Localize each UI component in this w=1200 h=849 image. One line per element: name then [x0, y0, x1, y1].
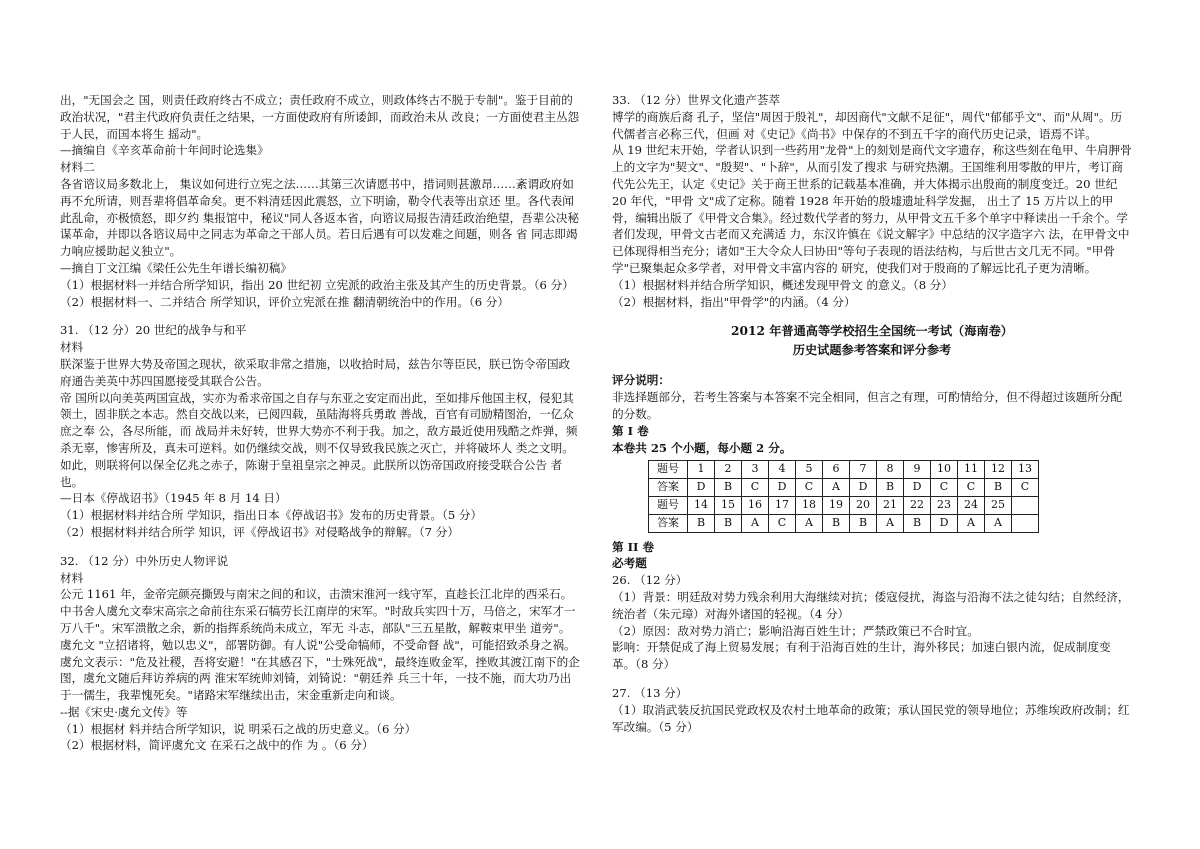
spacer [612, 673, 1132, 685]
paragraph: 从 19 世纪末开始，学者认识到一些药用"龙骨"上的刻划是商代文字遗存，称这些刻在龟甲、牛肩胛骨上的文字为"契文"、"殷契"、"卜辞"，从而引发了搜求 与研究热潮。王国维利用零散的甲片，考订商代先公先王，认定《史记》关于商王世系的记载基本准确，并大体揭示出殷商的制度变迁。20 世纪 20 年代，"甲骨 文"成了定称。随着 1928 年开始的殷墟遗址科学发掘， 出土了 15 万片以上的甲骨，编辑出版了《甲骨文合集》。经过数代学者的努力，从甲骨文五千多个单字中释读出一千余个。学者们发现，甲骨文古老而又充满适 力，东汉许慎在《说文解字》中总结的汉字造字六 法，在甲骨文中已体现得相当充分；诸如"王大令众人曰协田"等句子表现的语法结构，与后世古文几无不同。"甲骨学"已聚集起众多学者，对甲骨文丰富内容的 研究，使我们对于殷商的了解远比孔子更为清晰。 [612, 143, 1132, 275]
answer-cell: A [958, 514, 985, 532]
question-number-cell: 9 [904, 461, 931, 479]
source-citation: —摘编自《辛亥革命前十年间时论选集》 [60, 143, 269, 158]
answer-heading: 26. （12 分） [612, 573, 688, 588]
right-column [612, 92, 1132, 735]
answer-cell: C [1012, 479, 1039, 497]
answer-cell: A [823, 479, 850, 497]
answer-text: （2）原因：敌对势力消亡；影响沿海百姓生计；严禁政策已不合时宜。 [612, 623, 979, 638]
question-number-cell: 4 [769, 461, 796, 479]
question-number-cell: 13 [1012, 461, 1039, 479]
material-heading: 材料 [60, 340, 84, 355]
answer-cell [1012, 514, 1039, 532]
answer-cell: D [904, 479, 931, 497]
paragraph: 博学的商族后裔 孔子，坚信"周因于殷礼"，却因商代"文献不足征"，周代"郁郁乎文"、而"从周"。历代儒者言必称三代，但画 对《史记》《尚书》中保存的不到五千字的商代历史记录，语焉不详。 [612, 109, 1123, 141]
answer-cell: B [850, 514, 877, 532]
answer-cell: A [877, 514, 904, 532]
answer-cell: D [850, 479, 877, 497]
question: （1）根据材 料并结合所学知识，说 明采石之战的历史意义。（6 分） [60, 721, 417, 736]
question-number-cell: 7 [850, 461, 877, 479]
answer-text: （1）取消武装反抗国民党政权及农村土地革命的政策；承认国民党的领导地位；苏维埃政府改制；红军改编。（5 分） [612, 702, 1130, 734]
answer-cell: C [931, 479, 958, 497]
answer-cell: C [796, 479, 823, 497]
question-number-cell: 12 [985, 461, 1012, 479]
spacer [612, 360, 1132, 372]
question-number-cell: 18 [796, 496, 823, 514]
table-row [649, 461, 1039, 479]
question-number-cell: 5 [796, 461, 823, 479]
paragraph: 各省谘议局多数北上， 集议如何进行立宪之法……其第三次请愿书中，措词则甚激昂……紊谓政府如再不允所请，则吾辈将倡革命矣。更不料清廷因此震怒，立下明谕，勒令代表等出京还 里。各代表闻此乱命，亦极愤怒，即夕约 集报馆中，秘议"同人各返本省，向谘议局报告清廷政治绝望，吾辈公决秘谋革命，并即以各谘议局中之同志为革命之干部人员。若日后遇有可以发难之间题，则各 省 同志即竭力响应援助起义独立"。 [60, 176, 580, 259]
table-row [649, 514, 1039, 532]
answer-cell: A [796, 514, 823, 532]
spacer [60, 541, 580, 553]
question-number-cell: 15 [715, 496, 742, 514]
question-heading: 32. （12 分）中外历史人物评说 [60, 553, 229, 568]
answer-cell: C [958, 479, 985, 497]
required-heading: 必考题 [612, 556, 647, 571]
table-row [649, 479, 1039, 497]
part1-note: 本卷共 25 个小题，每小题 2 分。 [612, 440, 792, 455]
question-number-cell: 14 [688, 496, 715, 514]
question-number-cell [1012, 496, 1039, 514]
answer-heading: 27. （13 分） [612, 685, 688, 700]
answer-cell: B [715, 479, 742, 497]
question: （2）根据材料，指出"甲骨学"的内涵。（4 分） [612, 294, 856, 309]
answer-cell: D [769, 479, 796, 497]
part2-heading: 第 II 卷 [612, 539, 655, 554]
material-heading: 材料 [60, 570, 84, 585]
question-number-cell: 23 [931, 496, 958, 514]
scoring-heading: 评分说明： [612, 373, 670, 388]
answer-subtitle: 历史试题参考答案和评分参考 [792, 343, 952, 358]
row-label: 题号 [649, 496, 688, 514]
source-citation: --据《宋史·虞允文传》等 [60, 704, 188, 719]
left-column [60, 92, 580, 754]
question: （2）根据材料一、二并结合 所学知识，评价立宪派在推 翻清朝统治中的作用。（6 分） [60, 294, 509, 309]
question: （2）根据材料并结合所学 知识，评《停战诏书》对侵略战争的辩解。（7 分） [60, 524, 459, 539]
answer-text: 影响：开禁促成了海上贸易发展；有利于沿海百姓的生计，海外移民；加速白银内流，促成制度变革。（8 分） [612, 640, 1111, 672]
answer-cell: A [985, 514, 1012, 532]
question-number-cell: 20 [850, 496, 877, 514]
question-number-cell: 17 [769, 496, 796, 514]
question-heading: 33. （12 分）世界文化遗产荟萃 [612, 93, 781, 107]
table-row [649, 496, 1039, 514]
part1-heading: 第 I 卷 [612, 423, 649, 438]
source-citation: —日本《停战诏书》（1945 年 8 月 14 日） [60, 491, 287, 506]
answer-table [648, 460, 1039, 532]
question: （1）根据材料一并结合所学知识，指出 20 世纪初 立宪派的政治主张及其产生的历史背景。（6 分） [60, 277, 574, 292]
source-citation: —摘自丁文江编《梁任公先生年谱长编初稿》 [60, 260, 292, 275]
paragraph: 朕深鉴于世界大势及帝国之现状，欲采取非常之措施，以收拾时局，兹告尔等臣民，朕已饬令帝国政府通告美英中苏四国愿接受其联合公告。 [60, 356, 571, 388]
question-number-cell: 10 [931, 461, 958, 479]
paragraph: 帝 国所以向美英两国宣战，实亦为希求帝国之自存与东亚之安定而出此，至如排斥他国主权，侵犯其领土，固非朕之本志。然自交战以来，已阅四载，虽陆海将兵勇敢 善战，百官有司励精图治，一亿众庶之奉 公，各尽所能，而 战局并未好转，世界大势亦不利于我。加之，敌方最近使用残酷之炸弹，频杀无辜，惨害所及，真未可逆料。如仍继续交战，则不仅导致我民族之灭亡，并将破坏人 类之文明。如此，则联将何以保全亿兆之赤子，陈谢于皇祖皇宗之神灵。此朕所以饬帝国政府接受联合公告 者也。 [60, 390, 578, 489]
row-label: 答案 [649, 514, 688, 532]
question-number-cell: 21 [877, 496, 904, 514]
answer-cell: B [715, 514, 742, 532]
question-heading: 31. （12 分）20 世纪的战争与和平 [60, 323, 247, 338]
question: （2）根据材料，简评虞允文 在采石之战中的作 为 。（6 分） [60, 738, 374, 753]
material-heading: 材料二 [60, 160, 95, 175]
answer-text: （1）背景：明廷敌对势力残余利用大海继续对抗；倭寇侵扰，海盗与沿海不法之徒勾结；自然经济，统治者（朱元璋）对海外诸国的轻视。（4 分） [612, 589, 1130, 621]
row-label: 题号 [649, 461, 688, 479]
answer-cell: B [985, 479, 1012, 497]
paragraph: 出，"无国会之 国，则责任政府终古不成立；责任政府不成立，则政体终古不脱于专制"。鉴于目前的政治状况，"君主代政府负责任之结果，一方面使政府有所诿卸，而政治未从 改良；一方面使君主丛怨于人民，而国本将生 摇动"。 [60, 93, 580, 141]
answer-cell: B [877, 479, 904, 497]
answer-cell: A [742, 514, 769, 532]
question-number-cell: 11 [958, 461, 985, 479]
row-label: 答案 [649, 479, 688, 497]
question-number-cell: 2 [715, 461, 742, 479]
question-number-cell: 3 [742, 461, 769, 479]
question-number-cell: 25 [985, 496, 1012, 514]
answer-cell: C [769, 514, 796, 532]
spacer [60, 310, 580, 322]
scoring-text: 非选择题部分，若考生答案与本答案不完全相同，但言之有理，可酌情给分，但不得超过该题所分配的分数。 [612, 390, 1123, 421]
answer-cell: B [688, 514, 715, 532]
answer-cell: B [904, 514, 931, 532]
question: （1）根据材料并结合所学知识，概述发现甲骨文 的意义。（8 分） [612, 277, 953, 292]
question-number-cell: 8 [877, 461, 904, 479]
question-number-cell: 24 [958, 496, 985, 514]
answer-cell: B [823, 514, 850, 532]
question-number-cell: 1 [688, 461, 715, 479]
question-number-cell: 19 [823, 496, 850, 514]
question-number-cell: 22 [904, 496, 931, 514]
paragraph: 公元 1161 年，金帝完颜亮撕毁与南宋之间的和议，击溃宋淮河一线守军，直趁长江北岸的西采石。中书舍人虞允文奉宋高宗之命前往东采石犒劳长江南岸的宋军。"时敌兵实四十万，马倍之，宋军才一万八千"。宋军溃散之余，新的指挥系统尚未成立，军无 斗志，部队"三五星散，解鞍束甲坐 道旁"。虞允文 "立招诸将，勉以忠义"，部署防御。有人说"公受命犒师，不受命督 战"，可能招致杀身之祸。虞允文表示："危及社稷，吾将安避！"在其感召下，"士殊死战"，最终连败金军，挫败其渡江南下的企图，虞允文随后拜访养病的两 淮宋军统帅刘锜，刘锜说："朝廷养 兵三十年，一技不施，而大功乃出于一儒生，我辈愧死矣。"诸路宋军继续出击，宋金重新走向和谈。 [60, 587, 580, 703]
spacer [612, 310, 1132, 322]
answer-cell: C [742, 479, 769, 497]
answer-cell: D [688, 479, 715, 497]
question-number-cell: 6 [823, 461, 850, 479]
question-number-cell: 16 [742, 496, 769, 514]
answer-cell: D [931, 514, 958, 532]
question: （1）根据材料并结合所 学知识，指出日本《停战诏书》发布的历史背景。（5 分） [60, 508, 483, 523]
answer-title: 2012 年普通高等学校招生全国统一考试（海南卷） [731, 324, 1013, 339]
